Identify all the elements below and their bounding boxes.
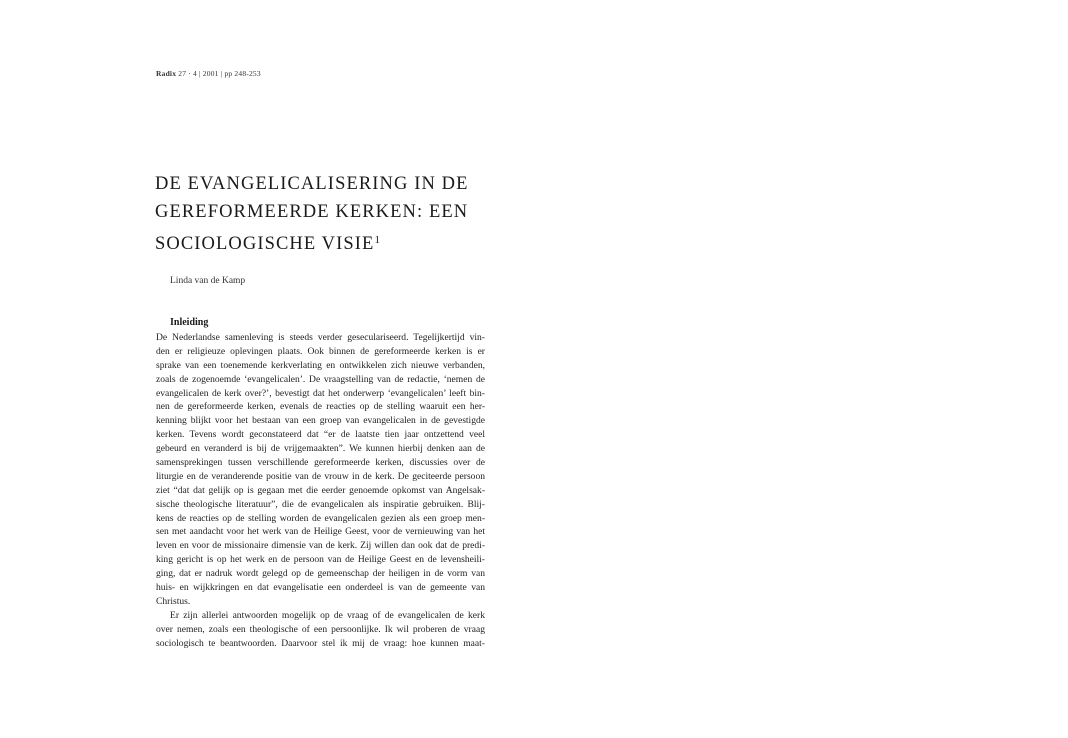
body-line: den er religieuze oplevingen plaats. Ook binnen de gereformeerde kerken is er [156, 345, 485, 357]
body-line: leven en voor de missionaire dimensie van de kerk. Zij willen dan ook dat de predi- [156, 540, 485, 552]
article-title [155, 170, 575, 258]
journal-name: Radix [156, 69, 177, 78]
body-line: kerken. Tevens wordt geconstateerd dat “er de laatste tien jaar ontzettend veel [156, 429, 485, 441]
body-line: huis- en wijkkringen en dat evangelisatie een onderdeel is van de gemeente van [156, 582, 485, 594]
body-line: sische theologische literatuur”, die de evangelicalen als inspiratie gebruiken. Blij- [156, 498, 485, 510]
body-line: sprake van een toenemende kerkverlating en ontwikkelen zich nieuwe verbanden, [156, 359, 485, 371]
body-line: De Nederlandse samenleving is steeds verder geseculariseerd. Tegelijkertijd vin- [156, 332, 485, 343]
body-line: nen de gereformeerde kerken, evenals de reacties op de stelling waaruit een her- [156, 401, 485, 413]
body-line: Er zijn allerlei antwoorden mogelijk op de vraag of de evangelicalen de kerk [170, 609, 485, 621]
body-line: Christus. [156, 595, 191, 607]
running-head [156, 69, 261, 78]
title-line-3-text: SOCIOLOGISCHE VISIE [155, 234, 375, 254]
body-line: over nemen, zoals een theologische of een persoonlijke. Ik wil proberen de vraag [156, 623, 485, 635]
body-line: liturgie en de veranderende positie van de vrouw in de kerk. De geciteerde persoon [156, 470, 485, 482]
body-line: king gericht is op het werk en de persoon van de Heilige Geest en de levensheili- [156, 554, 485, 566]
body-line: samensprekingen tussen verschillende gereformeerde kerken, discussies over de [156, 457, 485, 469]
title-line-2: GEREFORMEERDE KERKEN: EEN [155, 202, 469, 222]
body-line: sociologisch te beantwoorden. Daarvoor stel ik mij de vraag: hoe kunnen maat- [156, 637, 485, 649]
body-line: zoals de zogenoemde ‘evangelicalen’. De vraagstelling van de redactie, ‘nemen de [156, 373, 485, 385]
body-line: ging, dat er nadruk wordt gelegd op de gemeenschap der heiligen in de vorm van [156, 568, 485, 580]
issue-details: 27 · 4 | 2001 | pp 248-253 [176, 69, 261, 78]
body-line: kens de reacties op de stelling worden de evangelicalen gezien als een groep men- [156, 512, 485, 524]
body-line: gebeurd en veranderd is bij de vrijgemaakten”. We kunnen hierbij denken aan de [156, 443, 485, 455]
footnote-mark[interactable]: 1 [374, 234, 380, 246]
title-line-1: DE EVANGELICALISERING IN DE [155, 174, 469, 194]
body-line: kenning blijkt voor het bestaan van een groep van evangelicalen in de gevestigde [156, 415, 485, 427]
body-line: ziet “dat dat gelijk op is gegaan met die eerder genoemde opkomst van Angelsak- [156, 484, 485, 496]
section-heading: Inleiding [170, 317, 209, 328]
body-line: sen met aandacht voor het werk van de Heilige Geest, voor de vernieuwing van het [156, 526, 485, 538]
author-name: Linda van de Kamp [170, 276, 246, 286]
body-line: evangelicalen de kerk over?’, bevestigt dat het onderwerp ‘evangelicalen’ leeft bin- [156, 387, 485, 399]
title-line-3 [155, 226, 575, 258]
body-text [156, 331, 485, 650]
